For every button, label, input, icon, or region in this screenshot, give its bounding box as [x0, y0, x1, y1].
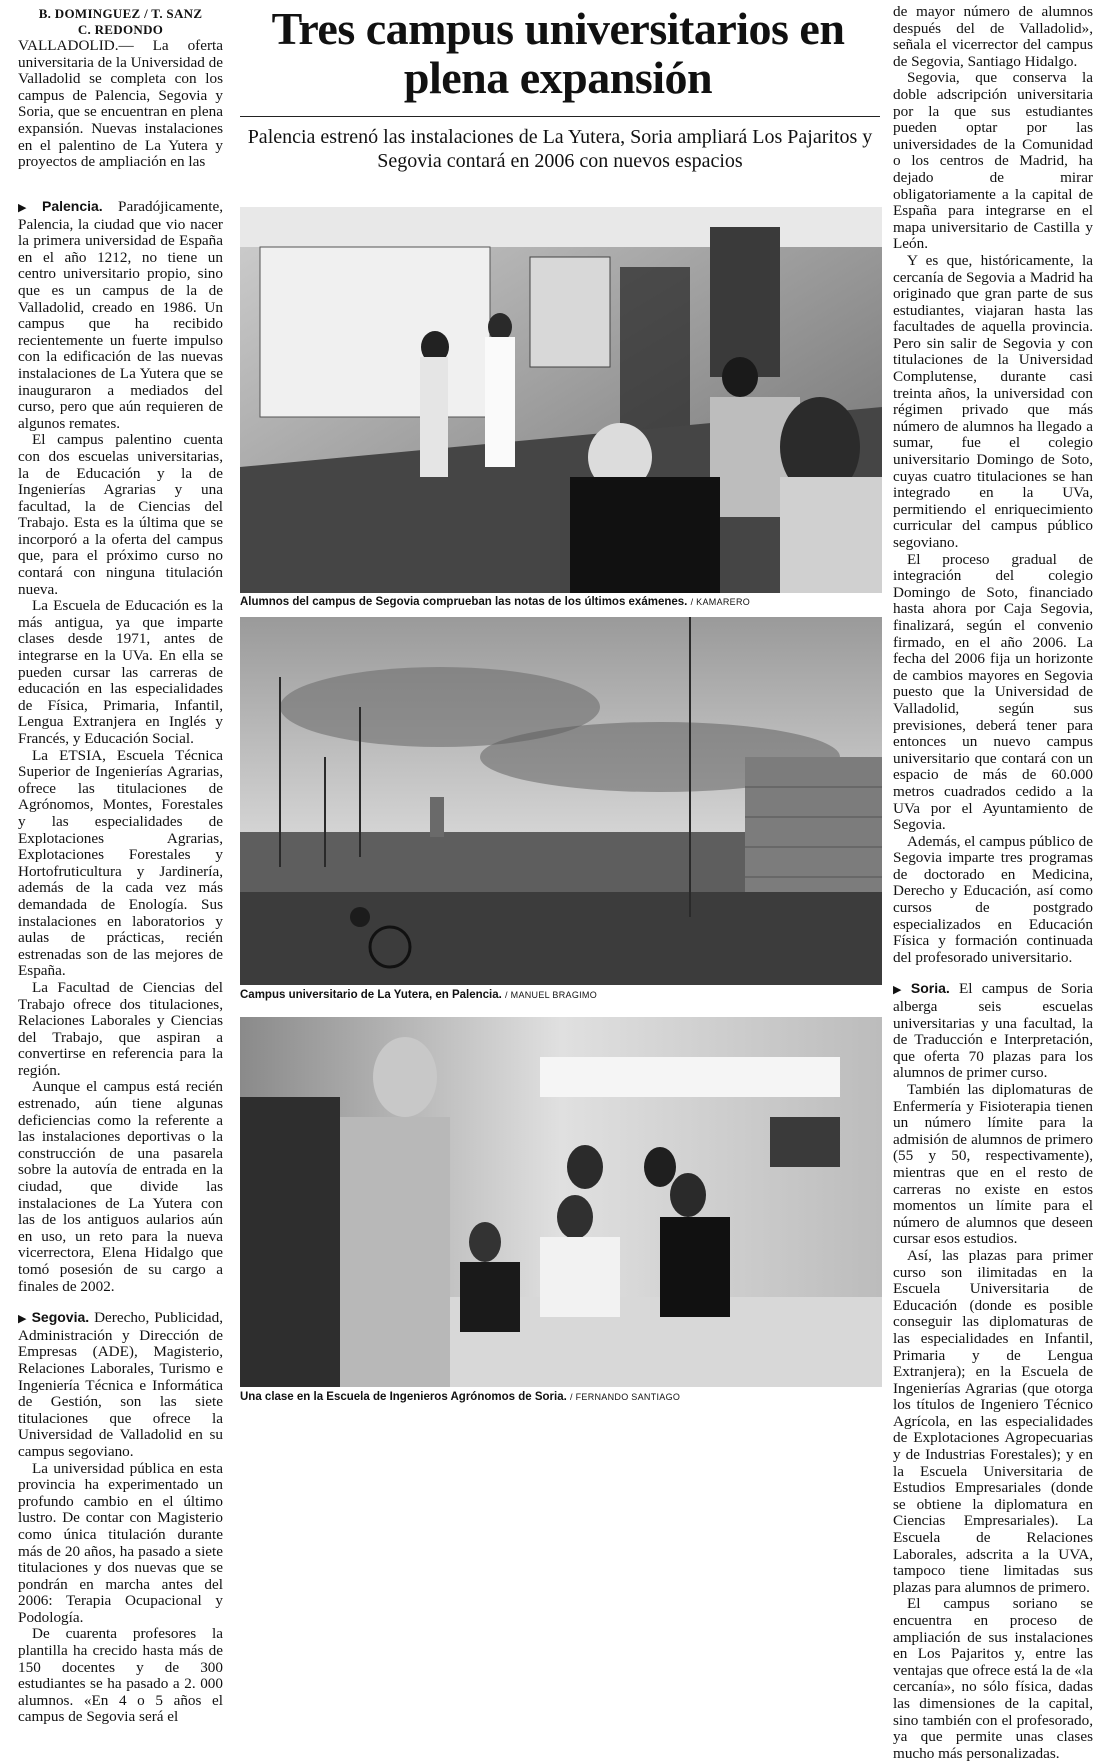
photo-caption: Campus universitario de La Yutera, en Palencia. / MANUEL BRAGIMO: [240, 989, 598, 1001]
subheadline: Palencia estrenó las instalaciones de La Yutera, Soria ampliará Los Pajaritos y Segovia contará en 2006 con nuevos espacios: [240, 116, 880, 173]
photo-credit: / KAMARERO: [690, 597, 751, 607]
photo-classroom-soria: [240, 1017, 882, 1387]
photo-caption: Una clase en la Escuela de Ingenieros Agrónomos de Soria. / FERNANDO SANTIAGO: [240, 1391, 681, 1403]
section-label-palencia: Palencia.: [41, 198, 103, 214]
paragraph: La Escuela de Educación es la más antigua, ya que imparte clases desde 1971, antes de integrarse en la UVa. En ella se pueden cursar las carreras de educación en las especialidades de Física, Primaria, Infantil, Lengua Extranjera en Inglés y Francés, y Educación Social.: [18, 597, 223, 747]
paragraph: La Facultad de Ciencias del Trabajo ofrece dos titulaciones, Relaciones Laborales y Ciencias del Trabajo, que aspiran a convertirse en referencia para la región.: [18, 978, 223, 1079]
right-column: [893, 4, 1093, 1762]
photo-campus-la-yutera: [240, 617, 882, 985]
paragraph: Así, las plazas para primer curso son ilimitadas en la Escuela Universitaria de Educación (donde es posible conseguir las diplomaturas de las especialidades en Infantil, Primaria y de Lengua Extranjera); en la Escuela de Ingenierías Agrarias (que otorga los títulos de Ingeniero Técnico Agrícola, en las especialidades de Explotaciones Agropecuarias y de Industrias Forestales); y en la Escuela Universitaria de Estudios Empresariales (donde se obtiene la diplomatura en Ciencias Empresariales). La Escuela de Relaciones Laborales, adscrita a la UVA, tampoco tiene limitadas sus plazas para alumnos de primero.: [893, 1246, 1093, 1596]
paragraph: La universidad pública en esta provincia ha experimentado un profundo cambio en el último lustro. De contar con Magisterio como única titulación durante más de 20 años, ha pasado a siete titulaciones y dos nuevas que se pondrán en marcha antes del 2006: Terapia Ocupacional y Podología.: [18, 1459, 223, 1626]
paragraph: Aunque el campus está recién estrenado, aún tiene algunas deficiencias como la referente a las instalaciones deportivas o la construcción de una pasarela sobre la autovía de entrada en la ciudad, que divide las instalaciones de La Yutera con las de los antiguos aularios aún en uso, un reto para la nueva vicerrectora, Elena Hidalgo que tomó posesión de su cargo a finales de 2002.: [18, 1078, 223, 1295]
paragraph: El campus palentino cuenta con dos escuelas universitarias, la de Educación y la de Ingenierías Agrarias y una facultad, la de Ciencias del Trabajo. Esta es la última que se incorporó a la oferta del campus que, para el próximo curso no contará con ninguna titulación nueva.: [18, 431, 223, 598]
paragraph: El proceso gradual de integración del colegio Domingo de Soto, financiado hasta ahora por Caja Segovia, finalizará, según el convenio firmado, en el año 2006. La fecha del 2006 fija un horizonte de cambios mayores en Segovia puesto que la Universidad de Valladolid, según sus previsiones, deberá tener para entonces un nuevo campus universitario que contará con un espacio de más de 60.000 metros cuadrados cedido a la UVa por el Ayuntamiento de Segovia.: [893, 550, 1093, 834]
paragraph: La ETSIA, Escuela Técnica Superior de Ingenierías Agrarias, ofrece las titulaciones de Agrónomos, Montes, Forestales y las especialidades de Explotaciones Agrarias, Explotaciones Forestales y Hortofruticultura y Jardinería, además de la cada vez más demandada de Enología. Sus instalaciones en laboratorios y aulas de prácticas, recién estrenadas son de las mejores de España.: [18, 746, 223, 980]
paragraph: También las diplomaturas de Enfermería y Fisioterapia tienen un número límite para la admisión de alumnos de primero (55 y 50, respectivamente), mientras que en el resto de carreras no existe en estos momentos un límite para el número de alumnos que deseen cursar esos estudios.: [893, 1081, 1093, 1248]
paragraph: De cuarenta profesores la plantilla ha crecido hasta más de 150 docentes y de 300 estudiantes se ha pasado a 2. 000 alumnos. «En 4 o 5 años el campus de Segovia será el: [18, 1625, 223, 1726]
photo-credit: / MANUEL BRAGIMO: [505, 990, 598, 1000]
left-column: [18, 198, 223, 1726]
byline-authors-2: C. REDONDO: [77, 22, 164, 37]
paragraph: ▶ Soria. El campus de Soria alberga seis escuelas universitarias y una facultad, la de Traducción e Interpretación, que oferta 70 plazas para los alumnos de primer curso.: [893, 980, 1093, 1082]
byline-authors: B. DOMINGUEZ / T. SANZ: [38, 6, 203, 21]
paragraph: Y es que, históricamente, la cercanía de Segovia a Madrid ha originado que gran parte de sus estudiantes, viajaran hasta las facultades de aquella provincia. Pero sin salir de Segovia y con titulaciones de la Universidad Complutense, durante casi treinta años, la universidad con régimen privado que más número de alumnos ha llegado a sumar, fue el colegio universitario Domingo de Soto, cuyas cuatro titulaciones se han integrado en la UVa, permitiendo el enriquecimiento curricular del campus público segoviano.: [893, 251, 1093, 551]
lede-paragraph: VALLADOLID.— La oferta universitaria de la Universidad de Valladolid se completa con los campus de Palencia, Segovia y Soria, que se encuentran en plena expansión. Nuevas instalaciones en el palentino de La Yutera y proyectos de ampliación en las: [18, 37, 223, 171]
triangle-bullet-icon: ▶: [18, 1313, 28, 1326]
paragraph: ▶ Palencia. Paradójicamente, Palencia, la ciudad que vio nacer la primera universidad de España en el año 1212, no tiene un centro universitario propio, sino que es un campus de la de Valladolid, creado en 1986. Un campus que ha recibido recientemente un fuerte impulso con la edificación de las nuevas instalaciones de La Yutera que se inauguraron a mediados del curso, pero que aún requieren de algunos remates.: [18, 198, 223, 432]
paragraph: de mayor número de alumnos después del de Valladolid», señala el vicerrector del campus de Segovia, Santiago Hidalgo.: [893, 3, 1093, 70]
section-label-soria: Soria.: [910, 980, 950, 997]
triangle-bullet-icon: ▶: [18, 202, 38, 214]
byline-block: [18, 6, 223, 171]
photo-caption: Alumnos del campus de Segovia comprueban las notas de los últimos exámenes. / KAMARERO: [240, 596, 751, 608]
paragraph: Segovia, que conserva la doble adscripción universitaria por la que sus estudiantes pueden optar por las universidades de la Comunidad o los centros de Madrid, ha dejado de mirar obligatoriamente a la capital de España para integrarse en el mapa universitario de Castilla y León.: [893, 69, 1093, 253]
triangle-bullet-icon: ▶: [893, 984, 907, 997]
paragraph: ▶ Segovia. Derecho, Publicidad, Administración y Dirección de Empresas (ADE), Magisterio, Relaciones Laborales, Turismo e Ingeniería Técnica e Informática de Gestión, son las siete titulaciones que ofrece la Universidad de Valladolid en su campus segoviano.: [18, 1309, 223, 1460]
paragraph: El campus soriano se encuentra en proceso de ampliación de sus instalaciones en Los Pajaritos y, entre las ventajas que ofrece está la de «la cercanía», no sólo física, dadas las dimensiones de la capital, sino también con el profesorado, ya que permite unas clases mucho más personalizadas.: [893, 1595, 1093, 1762]
headline: Tres campus universitarios en plena expansión: [271, 3, 845, 103]
photo-students-notice-board: [240, 207, 882, 593]
section-label-segovia: Segovia.: [31, 1309, 90, 1326]
photo-credit: / FERNANDO SANTIAGO: [570, 1392, 681, 1402]
paragraph: Además, el campus público de Segovia imparte tres programas de doctorado en Medicina, Derecho y Educación, así como cursos de postgrado especializados en Educación Física y formación continuada del profesorado universitario.: [893, 832, 1093, 966]
